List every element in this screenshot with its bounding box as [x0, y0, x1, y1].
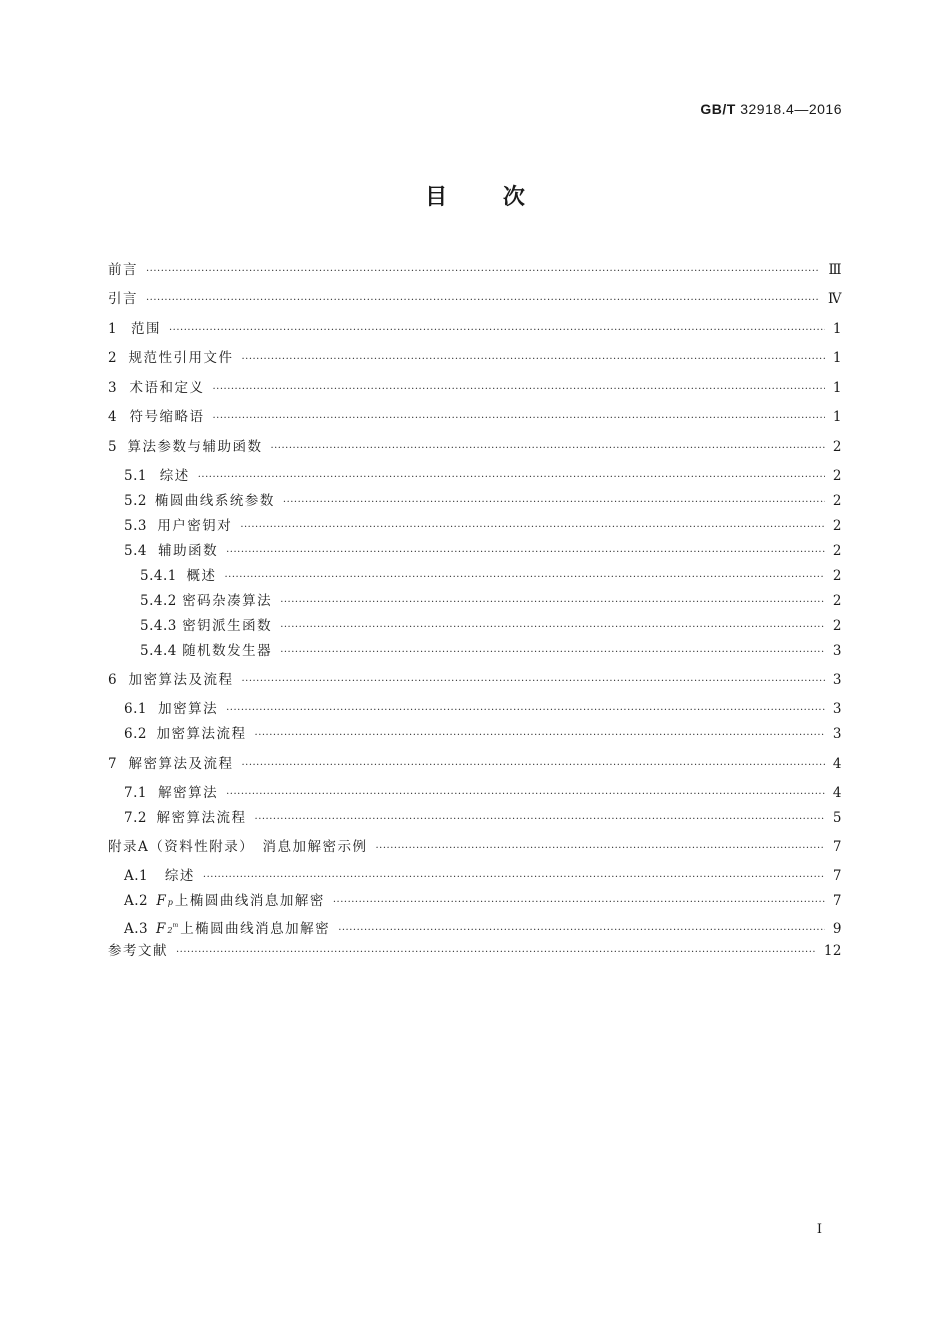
- field-symbol: F: [156, 893, 166, 909]
- toc-entry-label: 附录A（资料性附录） 消息加解密示例: [108, 839, 368, 855]
- toc-entry-1[interactable]: [108, 318, 842, 340]
- toc-entry-number: 5.4.4: [140, 643, 177, 659]
- toc-entry-page: 2: [832, 468, 842, 484]
- toc-entry-number: A.3: [124, 921, 149, 937]
- leader-dots: [241, 755, 824, 777]
- toc-entry-label: 上椭圆曲线消息加解密: [174, 893, 325, 909]
- toc-entry-5-4-4[interactable]: [108, 640, 842, 662]
- toc-entry-number: 5.4.3: [140, 618, 177, 634]
- toc-entry-label: 解密算法流程: [156, 810, 247, 826]
- leader-dots: [226, 784, 825, 806]
- field-symbol: F: [156, 921, 166, 937]
- toc-entry-number: 6.1: [124, 701, 147, 717]
- toc-entry-5-4[interactable]: [108, 540, 842, 562]
- toc-entry-page: 1: [832, 350, 842, 366]
- toc-entry-2[interactable]: [108, 347, 842, 369]
- toc-entry-label: 用户密钥对: [157, 518, 233, 534]
- toc-entry-number: 5.4.2: [140, 593, 177, 609]
- toc-entry-page: 2: [832, 618, 842, 634]
- leader-dots: [241, 349, 824, 371]
- toc-entry-label: 解密算法及流程: [128, 756, 234, 772]
- toc-entry-number: 2: [108, 350, 118, 366]
- toc-entry-a-3[interactable]: [108, 915, 842, 937]
- toc-entry-label: 算法参数与辅助函数: [127, 439, 263, 455]
- toc-entry-page: 12: [823, 943, 842, 959]
- toc-entry-label: 加密算法: [158, 701, 219, 717]
- toc-entry-label: 密钥派生函数: [182, 618, 273, 634]
- toc-entry-page: 2: [832, 543, 842, 559]
- leader-dots: [283, 492, 825, 514]
- toc-entry-label: 辅助函数: [158, 543, 219, 559]
- page-number: Ⅰ: [816, 1222, 822, 1237]
- toc-entry-7-1[interactable]: [108, 782, 842, 804]
- toc-entry-page: 3: [832, 701, 842, 717]
- toc-entry-page: Ⅲ: [828, 262, 842, 278]
- toc-entry-number: 7.2: [124, 810, 147, 826]
- toc-entry-5-2[interactable]: [108, 490, 842, 512]
- standard-prefix: GB/T: [700, 101, 736, 117]
- toc-entry-foreword[interactable]: [108, 259, 842, 281]
- toc-entry-page: 3: [832, 726, 842, 742]
- toc-entry-5[interactable]: [108, 436, 842, 458]
- toc-entry-label: 随机数发生器: [182, 643, 273, 659]
- toc-entry-page: 1: [832, 380, 842, 396]
- toc-entry-6-2[interactable]: [108, 723, 842, 745]
- leader-dots: [255, 725, 825, 747]
- leader-dots: [333, 892, 825, 914]
- toc-entry-number: 5.1: [124, 468, 147, 484]
- toc-entry-page: 7: [832, 868, 842, 884]
- leader-dots: [280, 592, 825, 614]
- page-title-char-1: 目: [425, 185, 448, 210]
- toc-entry-page: 3: [832, 643, 842, 659]
- toc-entry-5-4-3[interactable]: [108, 615, 842, 637]
- toc-entry-page: 4: [832, 785, 842, 801]
- leader-dots: [146, 290, 820, 312]
- leader-dots: [226, 542, 825, 564]
- toc-entry-label: 加密算法流程: [156, 726, 247, 742]
- toc-entry-number: 7: [108, 756, 118, 772]
- leader-dots: [241, 671, 824, 693]
- toc-entry-number: 3: [108, 380, 118, 396]
- toc-entry-label: 参考文献: [108, 943, 168, 959]
- toc-entry-number: 6: [108, 672, 118, 688]
- leader-dots: [176, 942, 816, 964]
- toc-entry-page: 7: [832, 893, 842, 909]
- toc-entry-label: 椭圆曲线系统参数: [154, 493, 275, 509]
- toc-entry-a-2[interactable]: [108, 890, 842, 912]
- toc-entry-label: 综述: [164, 868, 195, 884]
- toc-entry-bibliography[interactable]: [108, 940, 842, 962]
- leader-dots: [280, 617, 825, 639]
- toc-entry-number: 1: [108, 321, 118, 337]
- toc-entry-label: 上椭圆曲线消息加解密: [180, 921, 331, 937]
- leader-dots: [226, 700, 825, 722]
- toc-entry-page: 5: [832, 810, 842, 826]
- toc-entry-5-4-2[interactable]: [108, 590, 842, 612]
- leader-dots: [212, 379, 824, 401]
- toc-entry-number: A.2: [124, 893, 149, 909]
- toc-entry-4[interactable]: [108, 406, 842, 428]
- toc-entry-number: 5.4: [124, 543, 147, 559]
- toc-entry-page: 4: [832, 756, 842, 772]
- leader-dots: [212, 408, 824, 430]
- toc-entry-page: 3: [832, 672, 842, 688]
- toc-entry-5-1[interactable]: [108, 465, 842, 487]
- toc-entry-3[interactable]: [108, 377, 842, 399]
- toc-entry-label: 引言: [108, 291, 138, 307]
- page-title-char-2: 次: [502, 185, 525, 210]
- toc-entry-page: 2: [832, 593, 842, 609]
- toc-entry-5-4-1[interactable]: [108, 565, 842, 587]
- toc-entry-page: 2: [832, 439, 842, 455]
- toc-entry-label: 概述: [186, 568, 217, 584]
- toc-entry-page: 2: [832, 518, 842, 534]
- standard-code: 32918.4—2016: [740, 101, 842, 117]
- leader-dots: [169, 320, 825, 342]
- toc-entry-label: 符号缩略语: [129, 409, 205, 425]
- toc-entry-7[interactable]: [108, 753, 842, 775]
- toc-entry-annex-a[interactable]: [108, 836, 842, 858]
- toc-entry-label: 前言: [108, 262, 138, 278]
- toc-entry-5-3[interactable]: [108, 515, 842, 537]
- toc-entry-number: 5: [108, 439, 118, 455]
- toc-entry-number: 6.2: [124, 726, 147, 742]
- leader-dots: [270, 438, 824, 460]
- field-subscript: p: [167, 898, 173, 907]
- toc-entry-number: 7.1: [124, 785, 147, 801]
- field-subscript: [167, 915, 178, 942]
- toc-entry-label: 综述: [159, 468, 190, 484]
- leader-dots: [198, 467, 825, 489]
- toc-entry-6-1[interactable]: [108, 698, 842, 720]
- toc-entry-label: 规范性引用文件: [128, 350, 234, 366]
- toc-entry-label: 加密算法及流程: [128, 672, 234, 688]
- leader-dots: [225, 567, 825, 589]
- toc-entry-label: 密码杂凑算法: [182, 593, 273, 609]
- leader-dots: [203, 867, 825, 889]
- toc-entry-page: 2: [832, 568, 842, 584]
- leader-dots: [255, 809, 825, 831]
- toc-entry-a-1[interactable]: [108, 865, 842, 887]
- toc-entry-number: 5.4.1: [140, 568, 177, 584]
- leader-dots: [240, 517, 825, 539]
- toc-entry-page: Ⅳ: [828, 291, 842, 307]
- standard-number: [700, 101, 842, 117]
- toc-entry-page: 1: [832, 321, 842, 337]
- leader-dots: [376, 838, 825, 860]
- toc-entry-number: 5.2: [124, 493, 147, 509]
- toc-entry-number: 4: [108, 409, 118, 425]
- toc-entry-label: 解密算法: [158, 785, 219, 801]
- field-superscript: m: [172, 922, 179, 929]
- field-subscript-base: 2: [167, 926, 173, 935]
- page-title: [0, 180, 950, 211]
- leader-dots: [338, 920, 825, 942]
- toc-entry-introduction[interactable]: [108, 288, 842, 310]
- toc-entry-page: 2: [832, 493, 842, 509]
- toc-entry-page: 7: [832, 839, 842, 855]
- toc-entry-page: 9: [832, 921, 842, 937]
- toc-entry-number: A.1: [124, 868, 149, 884]
- toc-entry-label: 术语和定义: [129, 380, 205, 396]
- toc-entry-label: 范围: [131, 321, 161, 337]
- toc-entry-number: 5.3: [124, 518, 147, 534]
- toc-entry-7-2[interactable]: [108, 807, 842, 829]
- leader-dots: [280, 642, 825, 664]
- toc-entry-page: 1: [832, 409, 842, 425]
- toc-entry-6[interactable]: [108, 669, 842, 691]
- leader-dots: [146, 261, 820, 283]
